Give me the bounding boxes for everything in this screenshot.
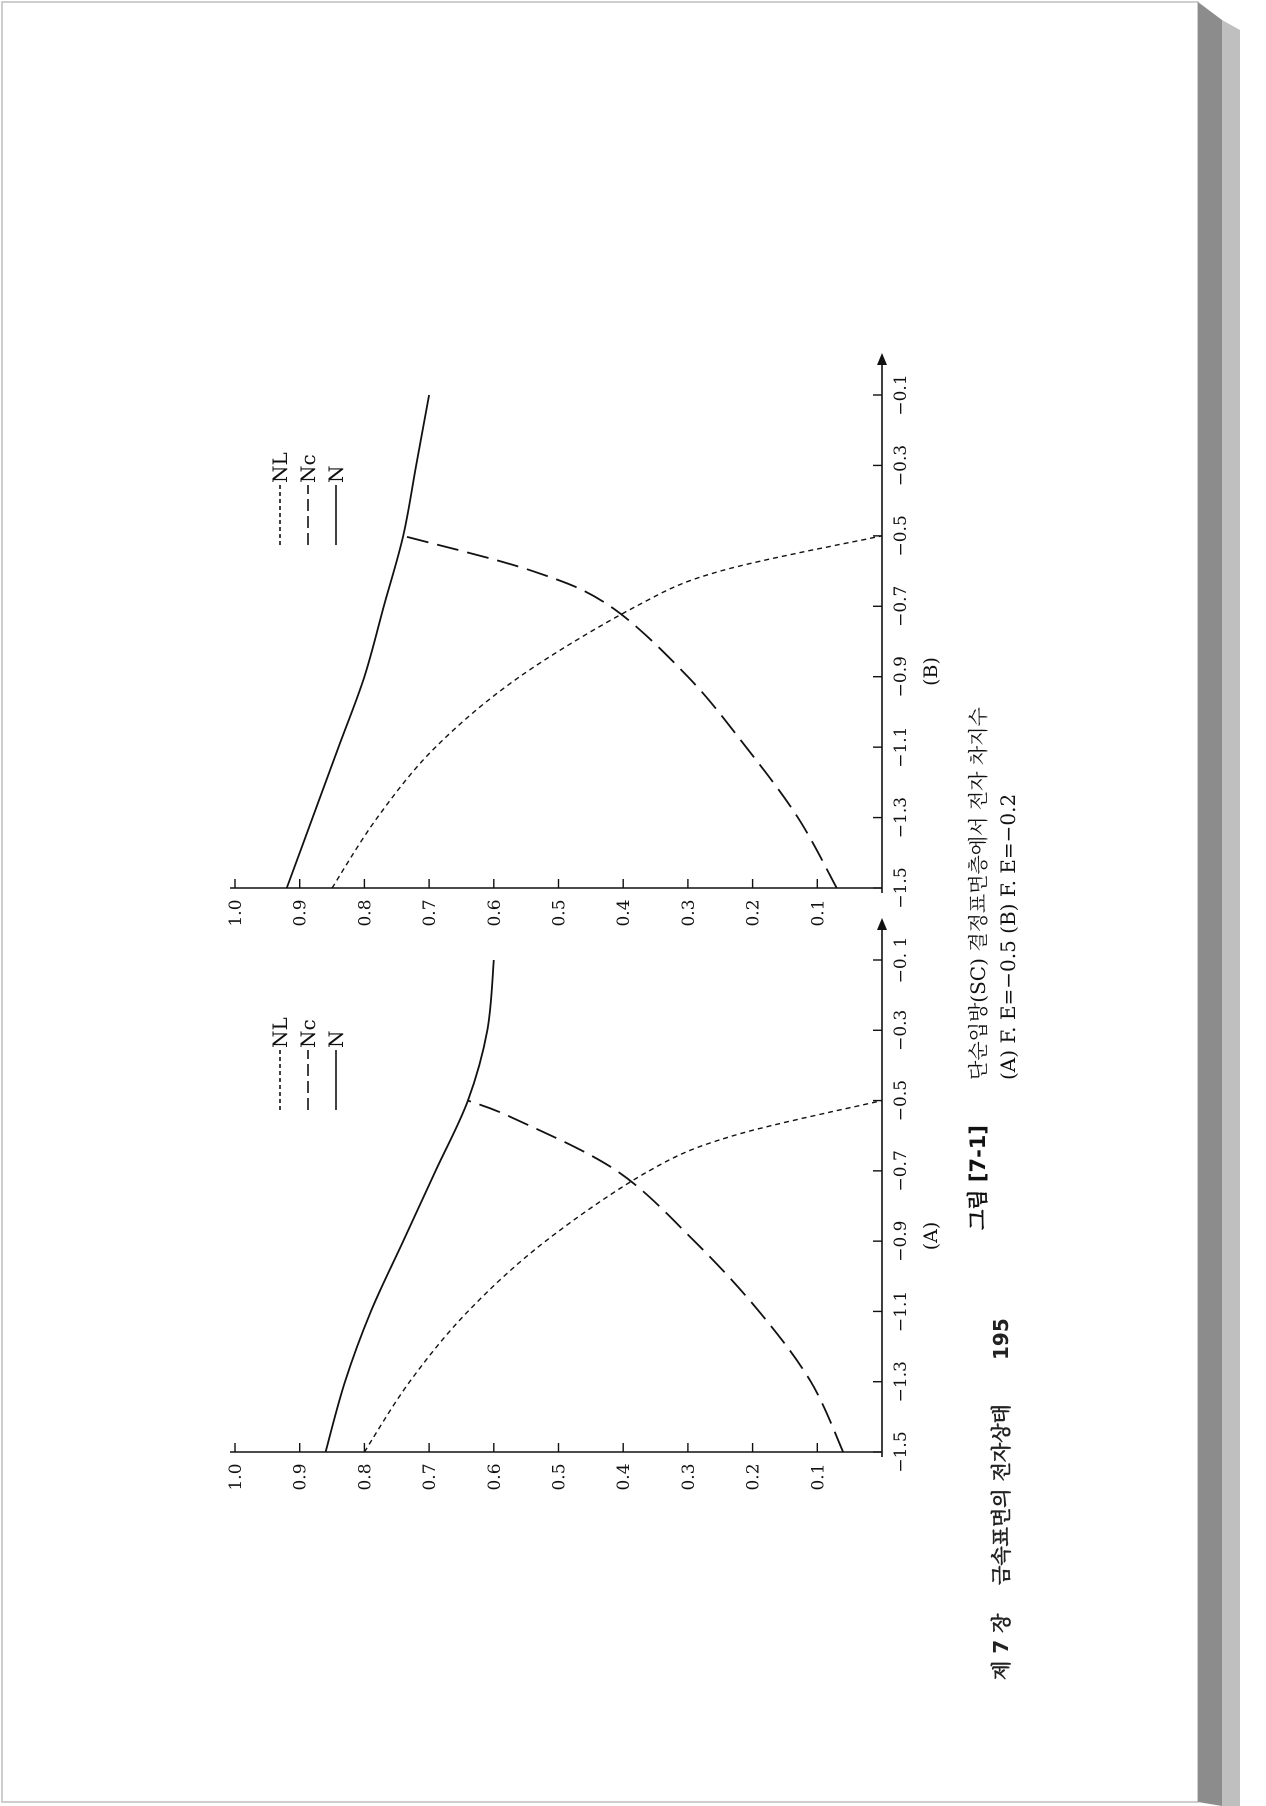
caption-line-2: (A) F. E=−0.5 (B) F. E=−0.2 [996,793,1020,1080]
page-number: 195 [989,1318,1013,1360]
x-tick-label: −0.7 [891,1150,911,1192]
y-tick-label: 0.9 [290,1463,311,1491]
y-tick-label: 0.2 [743,899,764,927]
y-tick-label: 0.6 [484,1463,505,1491]
x-tick-label: −1.3 [891,1361,911,1403]
y-tick-label: 0.5 [549,899,570,927]
y-tick-label: 0.2 [743,1463,764,1491]
x-tick-label: −0.5 [891,1079,911,1122]
x-tick-label: −0.5 [891,515,911,557]
legend-label-nl: NL [268,1017,292,1048]
x-tick-label: −0.9 [891,1220,911,1262]
y-tick-label: 0.5 [549,1463,570,1491]
y-tick-label: 0.8 [355,899,376,927]
caption-line-1: 단순입방(SC) 결정표면층에서 전자 차지수 [966,707,990,1080]
x-tick-label: −0.9 [891,656,911,698]
footer-title: 금속표면의 전자상태 [989,1404,1013,1585]
legend-label-nc: Nc [296,1019,320,1048]
y-tick-label: 1.0 [226,899,246,927]
legend-label-n: N [324,465,348,483]
caption-figure-label: 그림 [7-1] [966,1124,990,1230]
y-tick-label: 0.4 [614,899,635,927]
x-tick-label: −1.5 [891,867,911,909]
page-edge-highlight [1222,20,1240,1806]
y-tick-label: 0.3 [678,899,699,927]
x-tick-label: −1.3 [891,796,911,839]
legend-label-nc: Nc [296,454,320,483]
x-tick-label: −0. 1 [891,936,911,984]
y-tick-label: 0.8 [355,1463,376,1491]
y-tick-label: 0.1 [808,1463,829,1491]
panel-label: (B) [920,657,942,686]
y-tick-label: 0.7 [420,899,441,927]
panel-label: (A) [920,1221,942,1251]
x-tick-label: −1.1 [891,726,911,768]
y-tick-label: 0.7 [420,1463,441,1491]
y-tick-label: 0.9 [290,899,311,927]
y-tick-label: 0.1 [808,899,829,927]
footer-chapter: 제 7 장 [989,1613,1013,1680]
y-tick-label: 1.0 [226,1463,246,1491]
x-tick-label: −1.1 [891,1290,911,1333]
y-tick-label: 0.4 [614,1463,635,1491]
legend-label-n: N [324,1030,348,1048]
x-tick-label: −0.3 [891,444,911,487]
y-tick-label: 0.3 [678,1463,699,1491]
legend-label-nl: NL [268,452,292,483]
x-tick-label: −0.3 [891,1009,911,1051]
x-tick-label: −1.5 [891,1431,911,1473]
page-edge-shadow [1198,2,1222,1806]
x-tick-label: −0.1 [891,374,911,416]
y-tick-label: 0.6 [484,899,505,927]
x-tick-label: −0.7 [891,585,911,627]
